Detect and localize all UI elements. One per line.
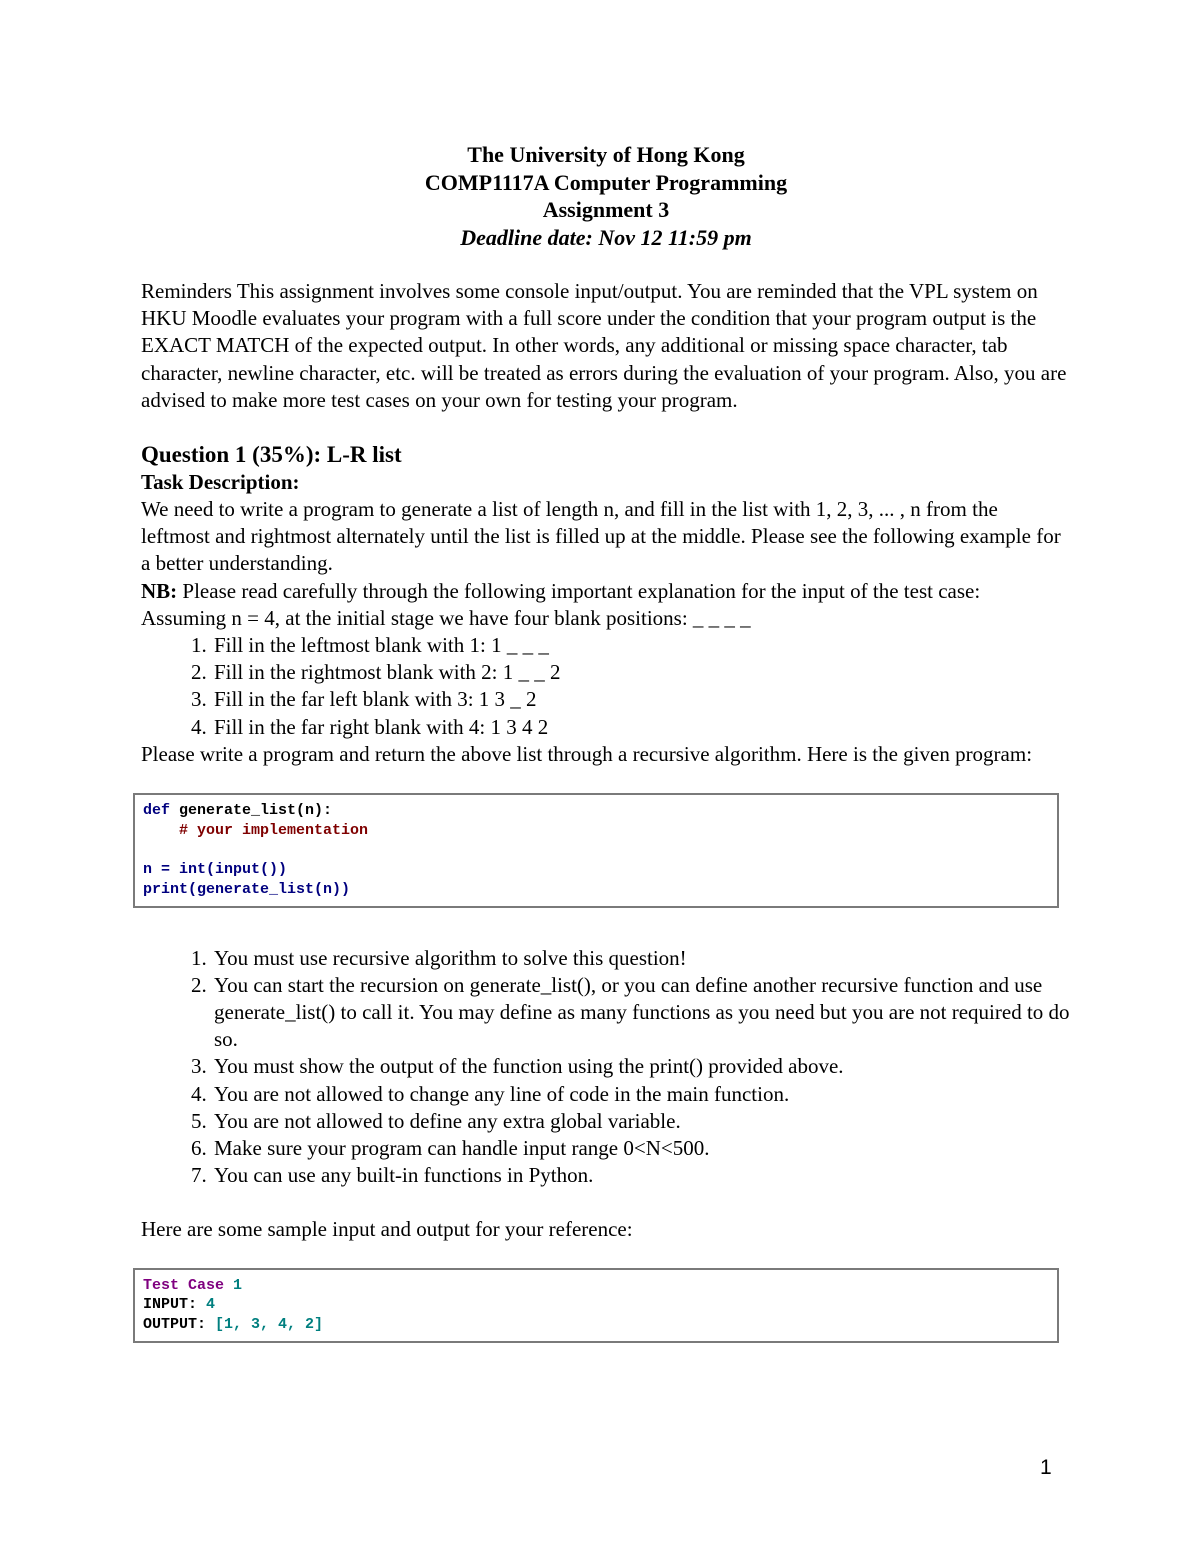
list-item: 7. You can use any built-in functions in Python. (212, 1162, 1071, 1189)
task-description-text: We need to write a program to generate a list of length n, and fill in the list with 1, 2, 3, ... , n from the leftmost and rightmost alternately until the list is filled up at the middle. Please see the following example for a better understanding. (141, 497, 1061, 576)
code-line-blank (143, 840, 1049, 860)
code-line (143, 821, 1049, 841)
list-item: 1. You must use recursive algorithm to solve this question! (212, 945, 1071, 972)
spacer (141, 1189, 1071, 1216)
reminders-paragraph: Reminders This assignment involves some console input/output. You are reminded that the VPL system on HKU Moodle evaluates your program with a full score under the condition that your program output is the EXACT MATCH of the expected output. In other words, any additional or missing space character, tab character, newline character, etc. will be treated as errors during the evaluation of your program. Also, you are advised to make more test cases on your own for testing your program. (141, 279, 1067, 412)
document-header (141, 141, 1071, 251)
assuming-text: Assuming n = 4, at the initial stage we have four blank positions: _ _ _ _ (141, 605, 751, 630)
code-indent (143, 822, 179, 839)
code-line: n = int(input()) (143, 861, 288, 879)
code-line: print(generate_list(n)) (143, 880, 351, 898)
course-title: COMP1117A Computer Programming (424, 169, 788, 195)
code-line (143, 1315, 1049, 1335)
sample-intro-text: Here are some sample input and output for your reference: (141, 1217, 633, 1242)
list-item: 3. Fill in the far left blank with 3: 1 3 _ 2 (212, 686, 1071, 713)
list-item: 1. Fill in the leftmost blank with 1: 1 _ _ _ (212, 632, 1071, 659)
nb-text: Please read carefully through the following important explanation for the input of the test case: (177, 578, 981, 603)
rules-list (141, 945, 1071, 1190)
output-value: [1, 3, 4, 2] (206, 1316, 324, 1333)
university-title: The University of Hong Kong (467, 142, 745, 167)
test-case-label: Test Case (143, 1276, 225, 1294)
list-item: 5. You are not allowed to define any extra global variable. (212, 1108, 1071, 1135)
list-item: 6. Make sure your program can handle input range 0<N<500. (212, 1135, 1071, 1162)
assignment-title: Assignment 3 (542, 197, 670, 222)
test-case-block (133, 1268, 1059, 1343)
input-label: INPUT: (143, 1296, 198, 1314)
code-line (143, 1295, 1049, 1315)
document-page (141, 141, 1071, 1343)
deadline-text: Deadline date: Nov 12 11:59 pm (460, 224, 752, 250)
nb-label: NB: (141, 578, 178, 603)
input-value: 4 (197, 1296, 216, 1314)
page-number: 1 (1040, 1456, 1052, 1479)
spacer (141, 251, 1071, 278)
list-item: 2. You can start the recursion on generate_list(), or you can define another recursive function and use generate_list() to call it. You may define as many functions as you need but you are not required to do so. (212, 972, 1071, 1054)
task-description-heading: Task Description: (141, 470, 300, 495)
test-case-number: 1 (224, 1276, 243, 1294)
code-line (143, 801, 1049, 821)
question-1-title: Question 1 (35%): L-R list (141, 442, 402, 468)
output-label: OUTPUT: (143, 1316, 207, 1333)
list-item: 3. You must show the output of the function using the print() provided above. (212, 1053, 1071, 1080)
list-item: 4. You are not allowed to change any line of code in the main function. (212, 1081, 1071, 1108)
given-code-block (133, 793, 1059, 908)
code-keyword: def (143, 802, 171, 820)
code-comment: # your implementation (179, 821, 369, 839)
nb-paragraph (141, 578, 1071, 605)
example-steps-list (141, 632, 1071, 741)
please-write-text: Please write a program and return the above list through a recursive algorithm. Here is the given program: (141, 741, 1033, 766)
code-line (143, 1276, 1049, 1296)
list-item: 2. Fill in the rightmost blank with 2: 1 _ _ 2 (212, 659, 1071, 686)
code-text: generate_list(n): (170, 802, 333, 820)
list-item: 4. Fill in the far right blank with 4: 1 3 4 2 (212, 714, 1071, 741)
